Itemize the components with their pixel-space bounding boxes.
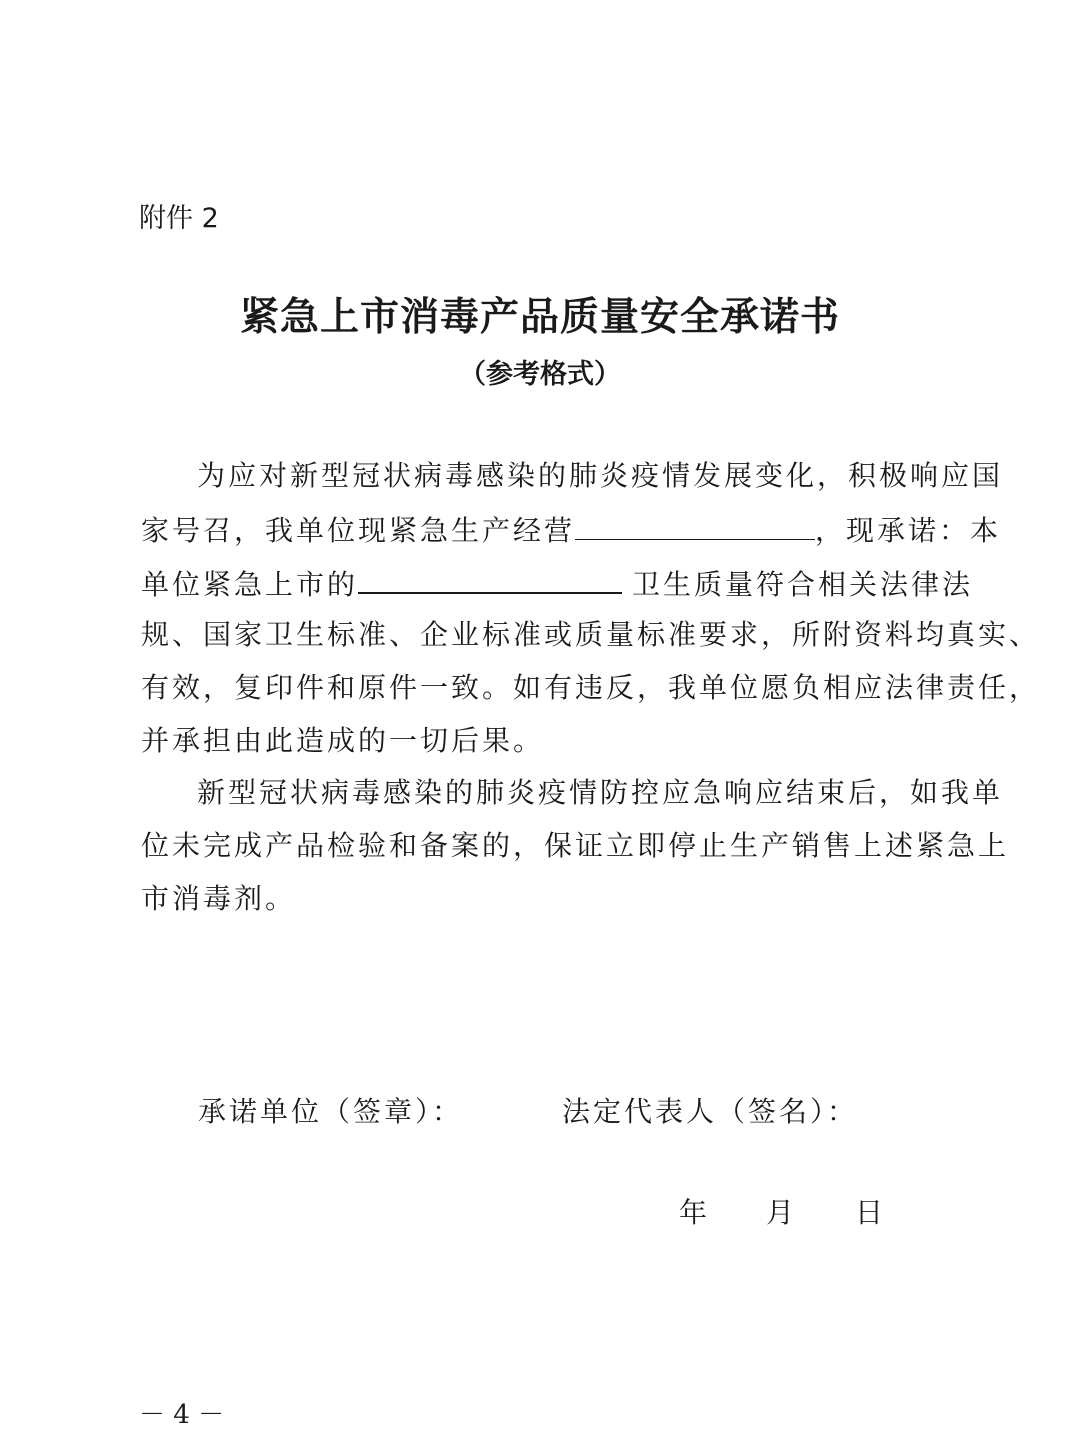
paragraph-line: 并承担由此造成的一切后果。	[141, 724, 545, 757]
paragraph-line	[141, 509, 1001, 549]
product-name-blank-field[interactable]	[358, 562, 622, 594]
paragraph-line: 有效，复印件和原件一致。如有违反，我单位愿负相应法律责任，	[141, 671, 1041, 704]
product-blank-field[interactable]	[575, 509, 815, 540]
paragraph-line: 市消毒剂。	[141, 882, 297, 915]
line-text: 家号召，我单位现紧急生产经营	[141, 514, 576, 547]
date-day-label: 日	[855, 1196, 884, 1229]
paragraph-line: 新型冠状病毒感染的肺炎疫情防控应急响应结束后，如我单	[197, 776, 1004, 809]
date-month-label: 月	[766, 1196, 795, 1229]
signature-representative-label: 法定代表人（签名）：	[562, 1095, 859, 1128]
signature-unit-label: 承诺单位（签章）：	[198, 1095, 464, 1128]
paragraph-line: 为应对新型冠状病毒感染的肺炎疫情发展变化，积极响应国	[197, 459, 1004, 492]
document-subtitle: （参考格式）	[459, 359, 621, 390]
line-text: ，现承诺：本	[815, 514, 1002, 547]
paragraph-line: 位未完成产品检验和备案的，保证立即停止生产销售上述紧急上	[141, 829, 1010, 862]
page-number: － 4 －	[139, 1400, 225, 1430]
paragraph-line: 规、国家卫生标准、企业标准或质量标准要求，所附资料均真实、	[141, 618, 1041, 651]
line-text: 卫生质量符合相关法律法	[632, 568, 974, 601]
document-title: 紧急上市消毒产品质量安全承诺书	[239, 295, 840, 340]
line-text: 单位紧急上市的	[141, 568, 359, 601]
date-year-label: 年	[679, 1196, 708, 1229]
attachment-label: 附件 2	[139, 203, 219, 234]
paragraph-line	[141, 562, 973, 602]
